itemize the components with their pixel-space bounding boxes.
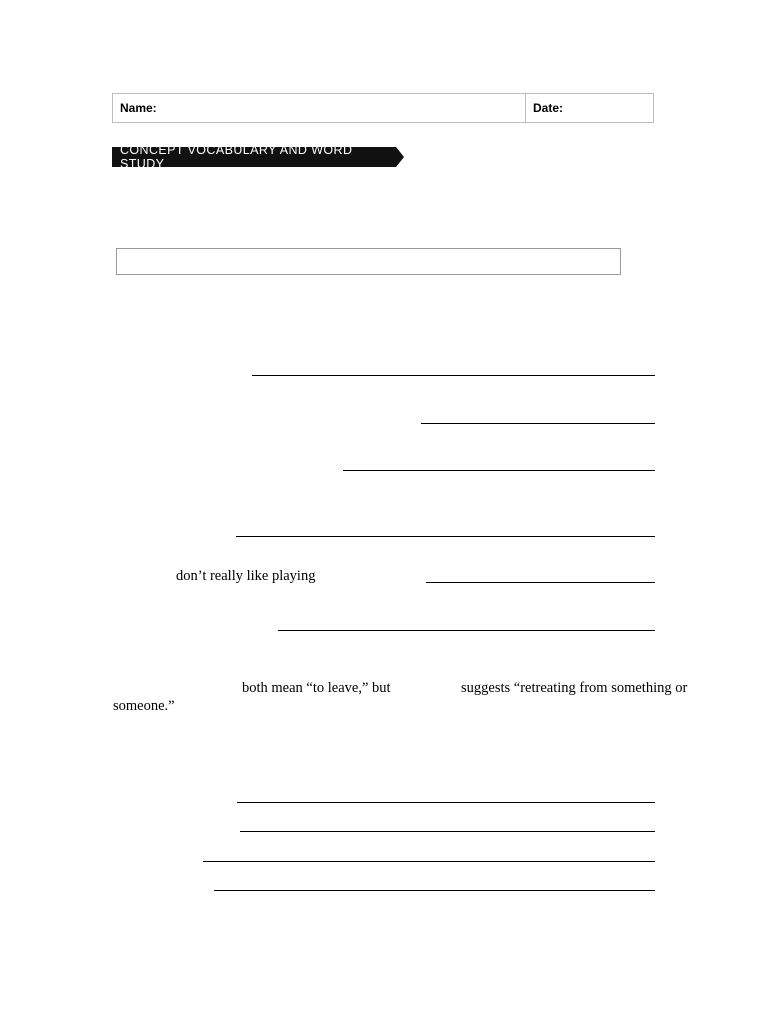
item-5-text: don’t really like playing [176,568,316,584]
answer-line-8[interactable] [240,831,655,832]
item-7-text-c: someone.” [113,698,175,714]
answer-line-7[interactable] [237,802,655,803]
section-title: CONCEPT VOCABULARY AND WORD STUDY [120,143,353,171]
answer-line-1[interactable] [252,375,655,376]
answer-line-2[interactable] [421,423,655,424]
answer-line-6[interactable] [278,630,655,631]
answer-line-3[interactable] [343,470,655,471]
answer-line-4[interactable] [236,536,655,537]
date-field[interactable] [526,94,653,122]
banner-arrow-icon [396,147,404,167]
answer-line-5[interactable] [426,582,655,583]
date-label: Date: [533,101,564,115]
section-banner [112,143,396,171]
word-bank-box [116,248,621,275]
answer-line-9[interactable] [203,861,655,862]
name-date-header [112,93,654,123]
answer-line-10[interactable] [214,890,655,891]
item-7-text-b: suggests “retreating from something or [461,680,688,696]
name-field[interactable] [113,94,526,122]
name-label: Name: [120,101,157,115]
item-7-text-a: both mean “to leave,” but [242,680,391,696]
